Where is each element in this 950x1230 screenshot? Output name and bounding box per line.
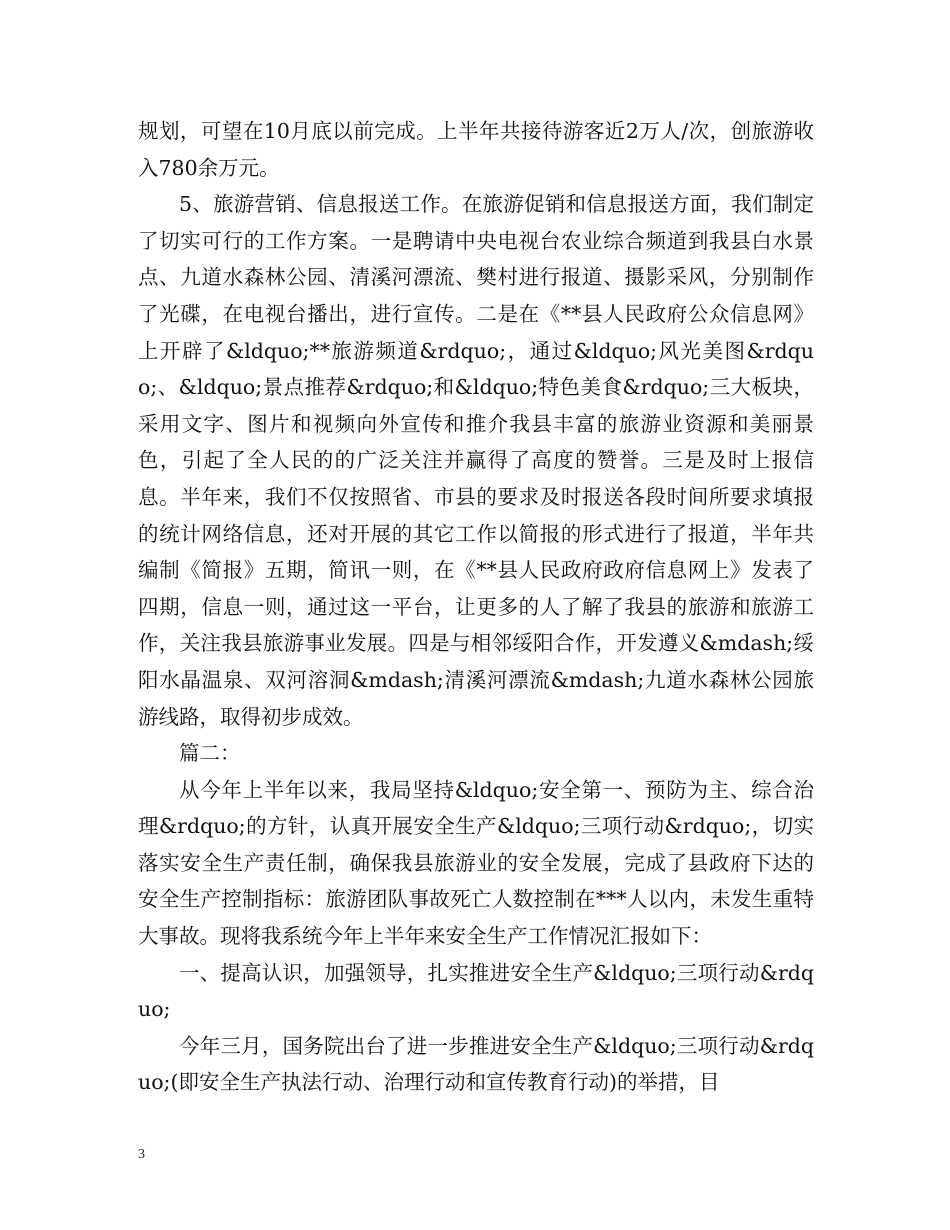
section-heading-part-two: 篇二： [179,741,241,766]
page-number: 3 [138,1147,145,1162]
paragraph-safety-intro: 从今年上半年以来，我局坚持&ldquo;安全第一、预防为主、综合治理&rdquo;的方针，认真开展安全生产&ldquo;三项行动&rdquo;，切实落实安全生产责任制，确保我县旅游业的安全发展，完成了县政府下达的安全生产控制指标：旅游团队事故死亡人数控制在***人以内，未发生重特大事故。现将我系统今年上半年来安全生产工作情况汇报如下： [138,777,814,949]
paragraph-state-council: 今年三月，国务院出台了进一步推进安全生产&ldquo;三项行动&rdquo;(即安全生产执法行动、治理行动和宣传教育行动)的举措，目 [138,1033,814,1095]
section-heading-one: 一、提高认识，加强领导，扎实推进安全生产&ldquo;三项行动&rdquo; [138,960,814,1022]
paragraph-continuation: 规划，可望在10月底以前完成。上半年共接待游客近2万人/次，创旅游收入780余万元。 [138,119,814,180]
paragraph-tourism-marketing: 5、旅游营销、信息报送工作。在旅游促销和信息报送方面，我们制定了切实可行的工作方案。一是聘请中央电视台农业综合频道到我县白水景点、九道水森林公园、清溪河漂流、樊村进行报道、摄影采风，分别制作了光碟，在电视台播出，进行宣传。二是在《**县人民政府公众信息网》上开辟了&ldquo;**旅游频道&rdquo;，通过&ldquo;风光美图&rdquo;、&ldquo;景点推荐&rdquo;和&ldquo;特色美食&rdquo;三大板块，采用文字、图片和视频向外宣传和推介我县丰富的旅游业资源和美丽景色，引起了全人民的的广泛关注并赢得了高度的赞誉。三是及时上报信息。半年来，我们不仅按照省、市县的要求及时报送各段时间所要求填报的统计网络信息，还对开展的其它工作以简报的形式进行了报道，半年共编制《简报》五期，简讯一则，在《**县人民政府政府信息网上》发表了四期，信息一则，通过这一平台，让更多的人了解了我县的旅游和旅游工作，关注我县旅游事业发展。四是与相邻绥阳合作，开发遵义&mdash;绥阳水晶温泉、双河溶洞&mdash;清溪河漂流&mdash;九道水森林公园旅游线路，取得初步成效。 [138,192,814,729]
document-body [138,113,814,1101]
